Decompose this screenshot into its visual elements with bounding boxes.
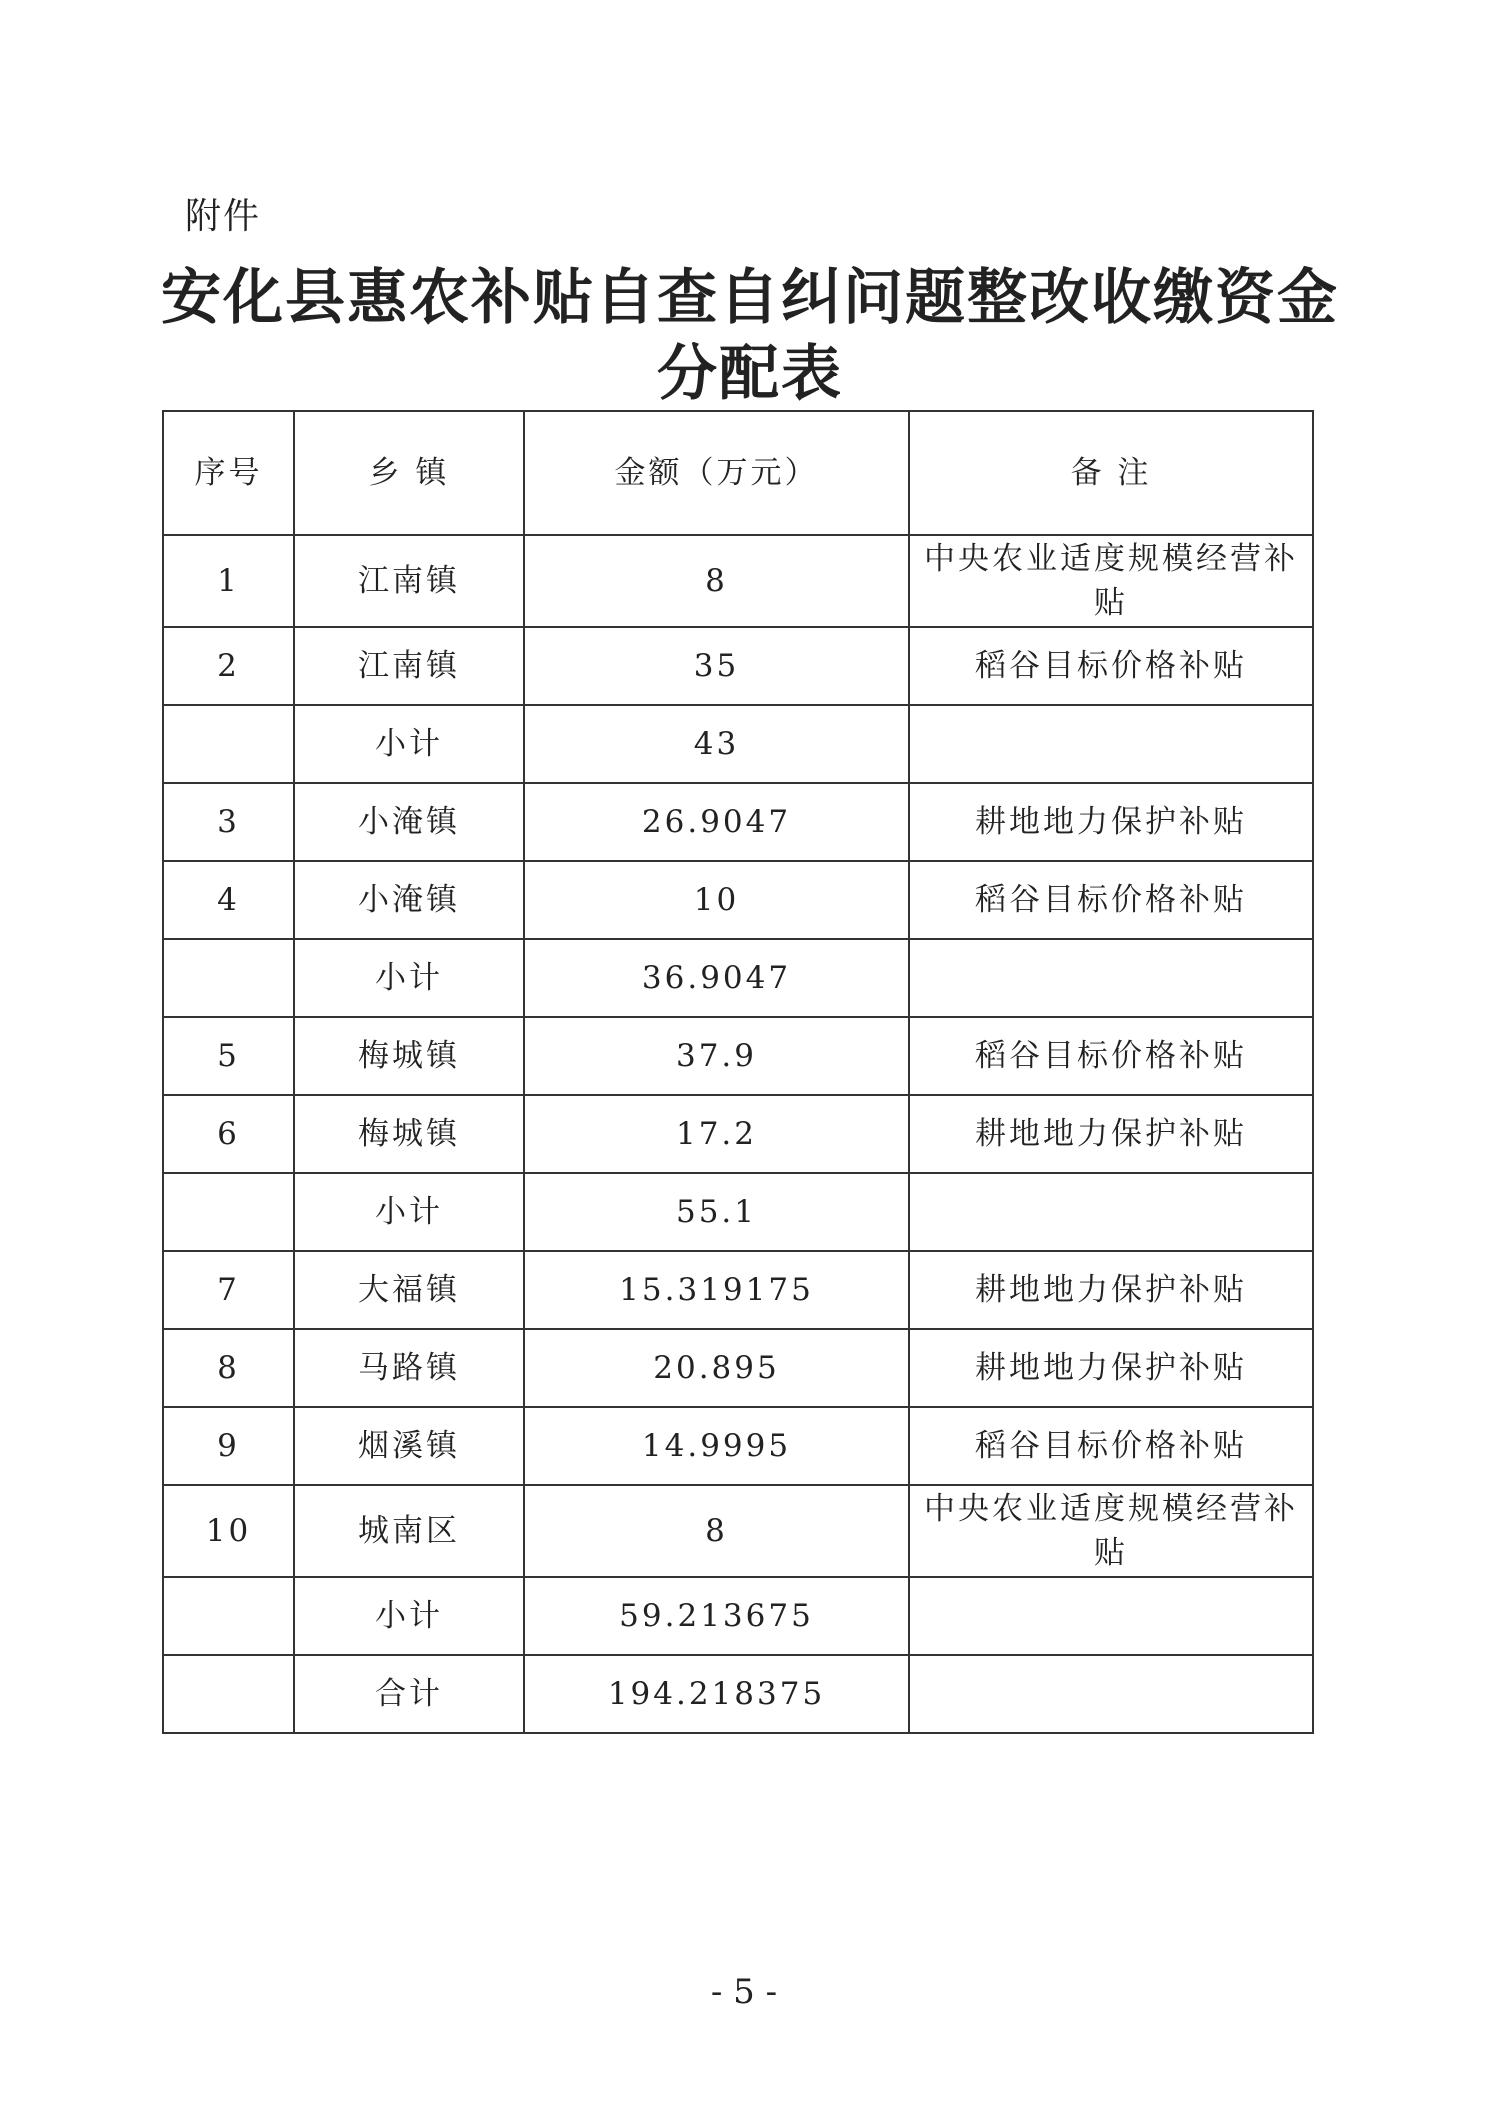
table-row (163, 1251, 1313, 1329)
cell-town: 梅城镇 (294, 1017, 524, 1095)
cell-amount: 15.319175 (524, 1251, 909, 1329)
cell-amount: 8 (524, 535, 909, 627)
header-town: 乡 镇 (294, 411, 524, 535)
attachment-label: 附件 (185, 196, 262, 237)
cell-amount: 14.9995 (524, 1407, 909, 1485)
cell-note: 中央农业适度规模经营补贴 (909, 1485, 1313, 1577)
table-row (163, 1655, 1313, 1733)
cell-amount: 35 (524, 627, 909, 705)
cell-amount: 17.2 (524, 1095, 909, 1173)
cell-town: 梅城镇 (294, 1095, 524, 1173)
table-header-row (163, 411, 1313, 535)
cell-index: 7 (163, 1251, 294, 1329)
cell-index: 3 (163, 783, 294, 861)
cell-town: 马路镇 (294, 1329, 524, 1407)
cell-town: 城南区 (294, 1485, 524, 1577)
table-row (163, 1017, 1313, 1095)
cell-town: 烟溪镇 (294, 1407, 524, 1485)
table-row (163, 783, 1313, 861)
cell-town: 小计 (294, 939, 524, 1017)
table-row (163, 1173, 1313, 1251)
cell-note: 稻谷目标价格补贴 (909, 627, 1313, 705)
cell-index: 2 (163, 627, 294, 705)
cell-amount: 10 (524, 861, 909, 939)
cell-note (909, 939, 1313, 1017)
table-row (163, 1095, 1313, 1173)
cell-note (909, 705, 1313, 783)
cell-note: 稻谷目标价格补贴 (909, 861, 1313, 939)
cell-town: 小淹镇 (294, 783, 524, 861)
cell-index (163, 1173, 294, 1251)
table-row (163, 1407, 1313, 1485)
cell-index: 9 (163, 1407, 294, 1485)
cell-index: 1 (163, 535, 294, 627)
cell-amount: 59.213675 (524, 1577, 909, 1655)
cell-index: 5 (163, 1017, 294, 1095)
document-title-line2: 分配表 (657, 339, 843, 409)
cell-town: 合计 (294, 1655, 524, 1733)
document-title-line1: 安化县惠农补贴自查自纠问题整改收缴资金 (161, 263, 1339, 333)
cell-index: 6 (163, 1095, 294, 1173)
cell-index (163, 705, 294, 783)
cell-index: 8 (163, 1329, 294, 1407)
cell-amount: 26.9047 (524, 783, 909, 861)
table-row (163, 939, 1313, 1017)
cell-amount: 55.1 (524, 1173, 909, 1251)
table-row (163, 705, 1313, 783)
cell-index: 4 (163, 861, 294, 939)
cell-amount: 43 (524, 705, 909, 783)
table-row (163, 1329, 1313, 1407)
cell-amount: 20.895 (524, 1329, 909, 1407)
header-index: 序号 (163, 411, 294, 535)
cell-note (909, 1577, 1313, 1655)
table-row (163, 627, 1313, 705)
cell-note (909, 1173, 1313, 1251)
table-row (163, 1485, 1313, 1577)
cell-town: 小计 (294, 705, 524, 783)
cell-index (163, 939, 294, 1017)
cell-town: 大福镇 (294, 1251, 524, 1329)
cell-note: 耕地地力保护补贴 (909, 1095, 1313, 1173)
cell-index: 10 (163, 1485, 294, 1577)
header-note: 备 注 (909, 411, 1313, 535)
cell-note: 稻谷目标价格补贴 (909, 1017, 1313, 1095)
cell-town: 小计 (294, 1173, 524, 1251)
cell-note: 中央农业适度规模经营补贴 (909, 535, 1313, 627)
cell-amount: 194.218375 (524, 1655, 909, 1733)
cell-index (163, 1577, 294, 1655)
cell-amount: 36.9047 (524, 939, 909, 1017)
page-number: - 5 - (710, 1972, 778, 2012)
table-row (163, 535, 1313, 627)
cell-amount: 37.9 (524, 1017, 909, 1095)
cell-amount: 8 (524, 1485, 909, 1577)
header-amount: 金额（万元） (524, 411, 909, 535)
cell-note: 稻谷目标价格补贴 (909, 1407, 1313, 1485)
cell-note (909, 1655, 1313, 1733)
table-row (163, 1577, 1313, 1655)
cell-note: 耕地地力保护补贴 (909, 1251, 1313, 1329)
cell-town: 江南镇 (294, 627, 524, 705)
cell-note: 耕地地力保护补贴 (909, 783, 1313, 861)
cell-note: 耕地地力保护补贴 (909, 1329, 1313, 1407)
cell-town: 小计 (294, 1577, 524, 1655)
cell-town: 小淹镇 (294, 861, 524, 939)
table-row (163, 861, 1313, 939)
allocation-table (162, 410, 1314, 1734)
cell-town: 江南镇 (294, 535, 524, 627)
cell-index (163, 1655, 294, 1733)
